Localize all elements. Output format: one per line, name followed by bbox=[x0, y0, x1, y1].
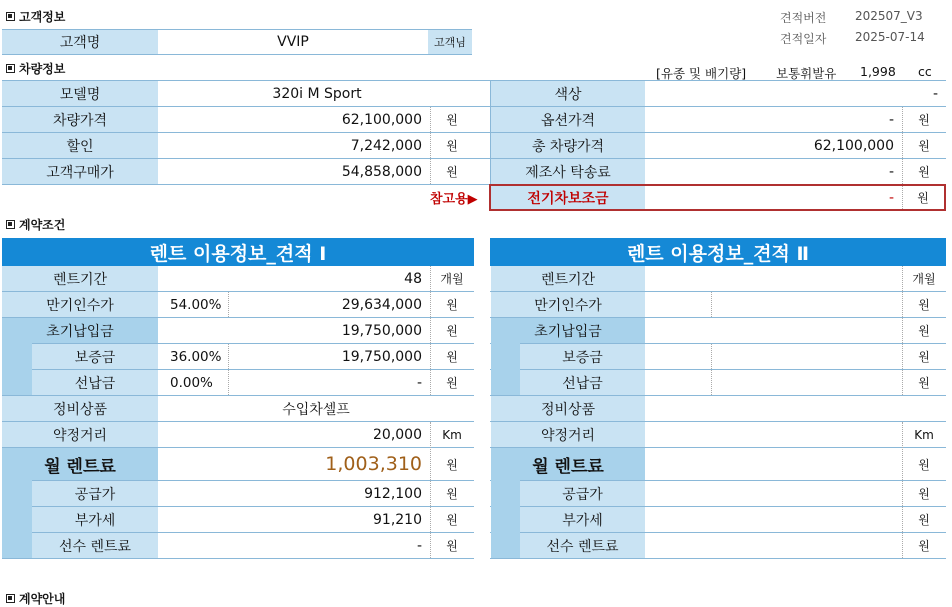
q1-prepay-value: - bbox=[416, 374, 422, 391]
divider bbox=[430, 107, 431, 184]
q1-deposit-pct: 36.00% bbox=[170, 348, 222, 365]
contract-section-title: 계약조건 bbox=[6, 216, 65, 233]
q1-maintenance-value: 수입차셀프 bbox=[282, 401, 350, 418]
q1-residual-value: 29,634,000 bbox=[341, 296, 422, 313]
price-label: 차량가격 bbox=[2, 107, 158, 132]
won-unit: 원 bbox=[446, 487, 458, 501]
customer-honorific: 고객님 bbox=[428, 30, 472, 54]
guide-section-title: 계약안내 bbox=[6, 590, 65, 607]
discount-label: 할인 bbox=[2, 133, 158, 158]
divider bbox=[228, 292, 229, 317]
won-unit: 원 bbox=[446, 113, 458, 127]
q2-residual-label: 만기인수가 bbox=[491, 292, 645, 317]
q2-vat-label: 부가세 bbox=[520, 507, 645, 532]
monthly-group-strip bbox=[491, 480, 520, 558]
fuel-type: 보통휘발유 bbox=[776, 66, 837, 81]
q1-mileage-label: 약정거리 bbox=[2, 422, 158, 447]
delivery-fee-value: - bbox=[888, 163, 894, 180]
customer-name-value: VVIP bbox=[277, 34, 309, 50]
q2-prepay-label: 선납금 bbox=[520, 370, 645, 395]
divider bbox=[430, 422, 431, 558]
divider bbox=[228, 344, 229, 395]
divider bbox=[902, 266, 903, 395]
total-price-value: 62,100,000 bbox=[813, 137, 894, 154]
q2-initial-label: 초기납입금 bbox=[491, 318, 645, 343]
q1-supply-value: 912,100 bbox=[364, 485, 422, 502]
square-bullet-icon bbox=[6, 12, 15, 21]
ev-subsidy-value: - bbox=[888, 189, 894, 206]
q2-advance-label: 선수 렌트료 bbox=[520, 533, 645, 558]
delivery-fee-label: 제조사 탁송료 bbox=[491, 159, 645, 184]
fuel-info-label: [유종 및 배기량] bbox=[656, 66, 747, 81]
won-unit: 원 bbox=[446, 165, 458, 179]
divider bbox=[902, 186, 903, 209]
q2-mileage-label: 약정거리 bbox=[491, 422, 645, 447]
square-bullet-icon bbox=[6, 64, 15, 73]
won-unit: 원 bbox=[918, 513, 930, 527]
q2-maintenance-label: 정비상품 bbox=[491, 396, 645, 421]
won-unit: 원 bbox=[917, 191, 929, 205]
q1-advance-value: - bbox=[416, 537, 422, 554]
color-label: 색상 bbox=[491, 81, 645, 106]
won-unit: 원 bbox=[446, 539, 458, 553]
won-unit: 원 bbox=[446, 324, 458, 338]
divider bbox=[2, 558, 474, 559]
won-unit: 원 bbox=[918, 113, 930, 127]
color-value: - bbox=[932, 85, 938, 102]
km-unit: Km bbox=[914, 427, 934, 442]
quote1-banner: 렌트 이용정보_견적 Ⅰ bbox=[2, 238, 474, 266]
q1-advance-label: 선수 렌트료 bbox=[32, 533, 158, 558]
ev-subsidy-label: 전기차보조금 bbox=[491, 186, 645, 209]
q1-deposit-label: 보증금 bbox=[32, 344, 158, 369]
price-value: 62,100,000 bbox=[341, 111, 422, 128]
displacement-value: 1,998 bbox=[860, 64, 896, 79]
version-label: 견적버전 bbox=[780, 11, 827, 25]
model-value: 320i M Sport bbox=[272, 85, 362, 102]
divider bbox=[711, 292, 712, 317]
q1-term-value: 48 bbox=[404, 270, 422, 287]
month-unit: 개월 bbox=[440, 272, 464, 286]
won-unit: 원 bbox=[918, 539, 930, 553]
q1-vat-label: 부가세 bbox=[32, 507, 158, 532]
divider bbox=[490, 558, 946, 559]
q1-residual-pct: 54.00% bbox=[170, 296, 222, 313]
q2-supply-label: 공급가 bbox=[520, 481, 645, 506]
q1-prepay-label: 선납금 bbox=[32, 370, 158, 395]
date-value: 2025-07-14 bbox=[855, 30, 925, 44]
initial-group-strip bbox=[2, 343, 32, 395]
q1-supply-label: 공급가 bbox=[32, 481, 158, 506]
vehicle-section-title: 차량정보 bbox=[6, 60, 65, 77]
q1-vat-value: 91,210 bbox=[373, 511, 422, 528]
q2-deposit-label: 보증금 bbox=[520, 344, 645, 369]
q1-initial-value: 19,750,000 bbox=[341, 322, 422, 339]
monthly-group-strip bbox=[2, 480, 32, 558]
version-value: 202507_V3 bbox=[855, 9, 923, 23]
customer-name-label: 고객명 bbox=[2, 30, 158, 54]
divider bbox=[902, 422, 903, 558]
won-unit: 원 bbox=[446, 350, 458, 364]
q1-mileage-value: 20,000 bbox=[373, 426, 422, 443]
purchase-price-label: 고객구매가 bbox=[2, 159, 158, 184]
q2-term-label: 렌트기간 bbox=[491, 266, 645, 291]
won-unit: 원 bbox=[918, 350, 930, 364]
q1-monthly-label: 월 렌트료 bbox=[2, 448, 158, 480]
month-unit: 개월 bbox=[912, 272, 936, 286]
initial-group-strip bbox=[491, 343, 520, 395]
date-label: 견적일자 bbox=[780, 32, 827, 46]
q2-monthly-label: 월 렌트료 bbox=[491, 448, 645, 480]
q1-prepay-pct: 0.00% bbox=[170, 374, 213, 391]
q1-term-label: 렌트기간 bbox=[2, 266, 158, 291]
won-unit: 원 bbox=[918, 165, 930, 179]
reference-label: 참고용▶ bbox=[430, 192, 478, 207]
won-unit: 원 bbox=[918, 139, 930, 153]
won-unit: 원 bbox=[918, 457, 930, 472]
displacement-unit: cc bbox=[918, 64, 932, 79]
won-unit: 원 bbox=[446, 457, 458, 472]
won-unit: 원 bbox=[918, 298, 930, 312]
q1-residual-label: 만기인수가 bbox=[2, 292, 158, 317]
won-unit: 원 bbox=[446, 513, 458, 527]
divider bbox=[2, 54, 472, 55]
won-unit: 원 bbox=[918, 376, 930, 390]
total-price-label: 총 차량가격 bbox=[491, 133, 645, 158]
divider bbox=[711, 344, 712, 395]
km-unit: Km bbox=[442, 427, 462, 442]
q1-monthly-value: 1,003,310 bbox=[325, 453, 422, 475]
customer-section-title: 고객정보 bbox=[6, 8, 65, 25]
square-bullet-icon bbox=[6, 220, 15, 229]
won-unit: 원 bbox=[446, 139, 458, 153]
q1-initial-label: 초기납입금 bbox=[2, 318, 158, 343]
won-unit: 원 bbox=[446, 298, 458, 312]
won-unit: 원 bbox=[446, 376, 458, 390]
purchase-price-value: 54,858,000 bbox=[341, 163, 422, 180]
q1-deposit-value: 19,750,000 bbox=[341, 348, 422, 365]
won-unit: 원 bbox=[918, 324, 930, 338]
option-price-label: 옵션가격 bbox=[491, 107, 645, 132]
quote2-banner: 렌트 이용정보_견적 Ⅱ bbox=[490, 238, 946, 266]
discount-value: 7,242,000 bbox=[350, 137, 422, 154]
model-label: 모델명 bbox=[2, 81, 158, 106]
q1-maintenance-label: 정비상품 bbox=[2, 396, 158, 421]
won-unit: 원 bbox=[918, 487, 930, 501]
divider bbox=[902, 107, 903, 184]
divider bbox=[430, 266, 431, 395]
option-price-value: - bbox=[888, 111, 894, 128]
